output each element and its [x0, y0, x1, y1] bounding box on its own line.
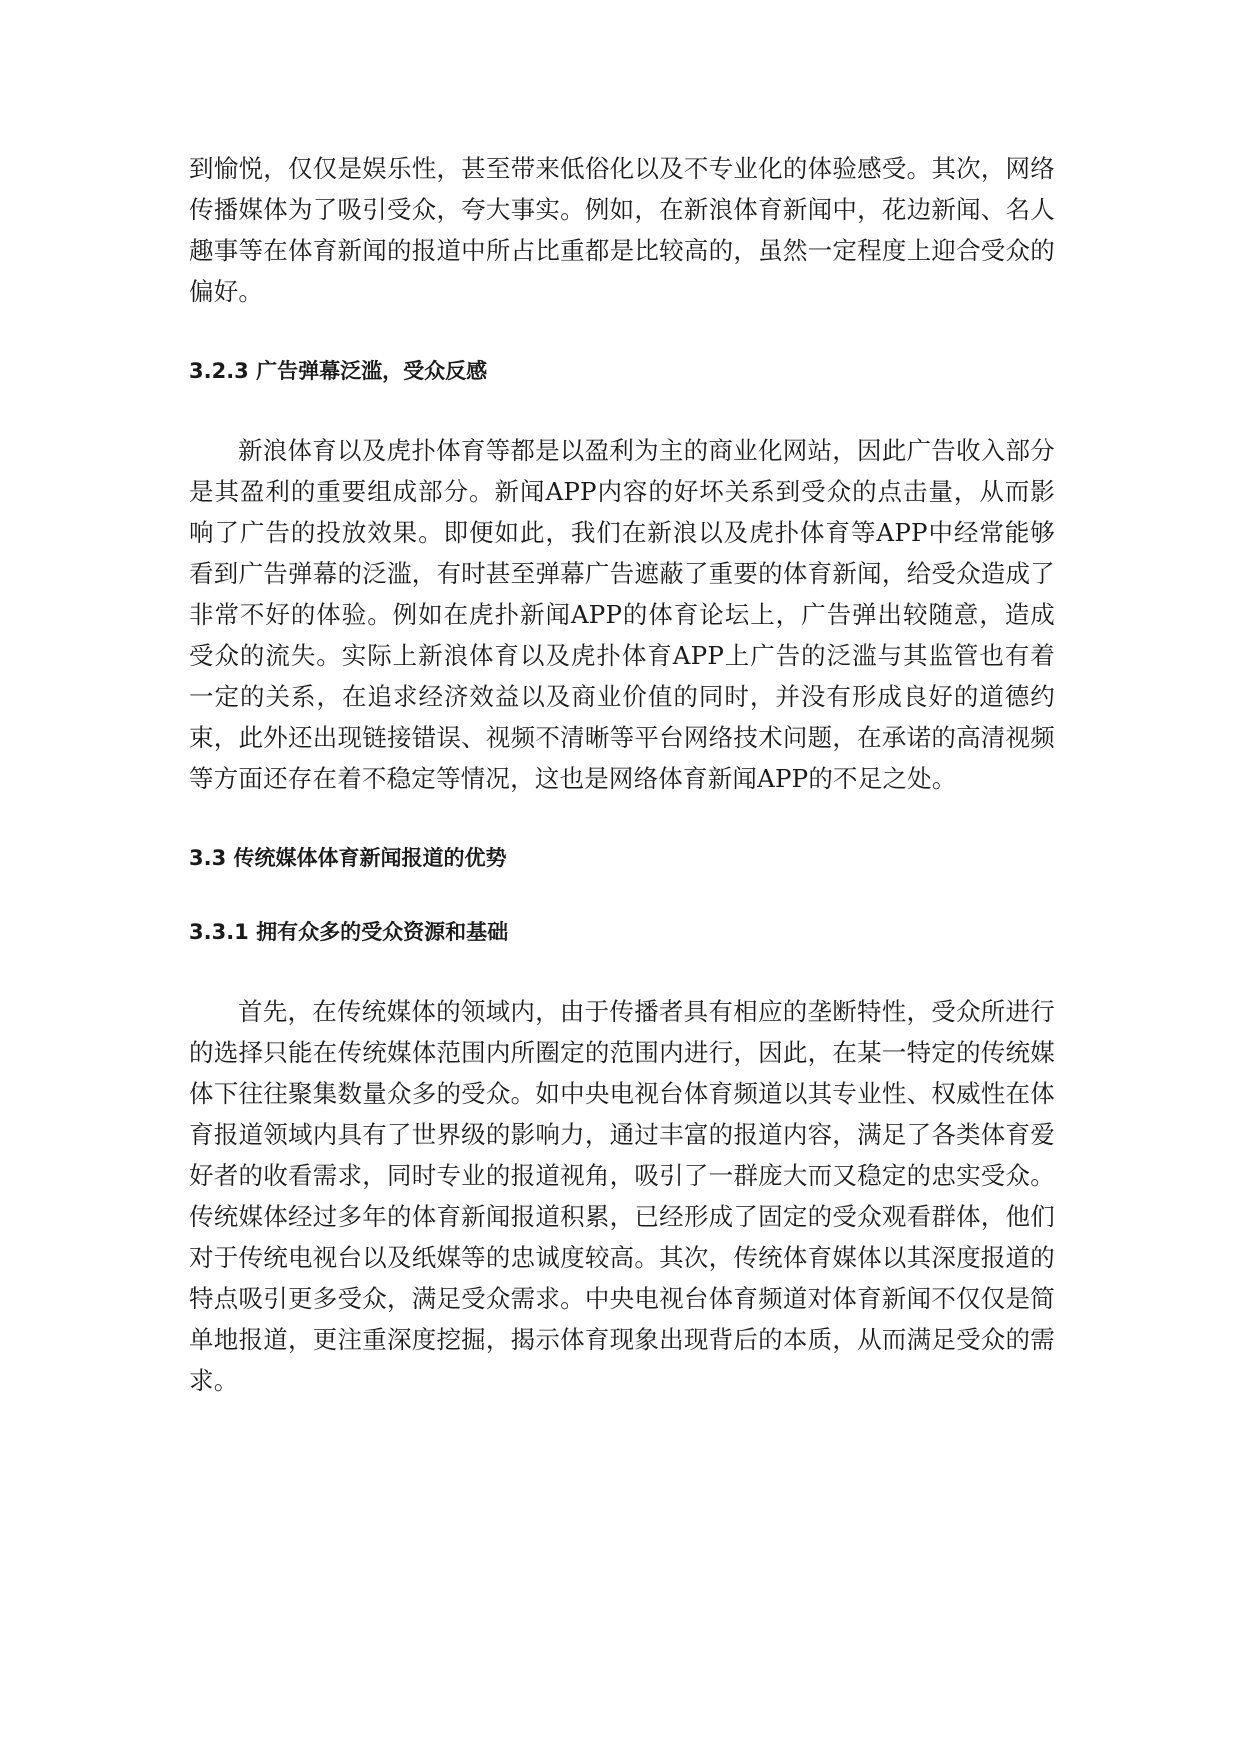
body-paragraph: 到愉悦，仅仅是娱乐性，甚至带来低俗化以及不专业化的体验感受。其次，网络传播媒体为了吸引受众，夸大事实。例如，在新浪体育新闻中，花边新闻、名人趣事等在体育新闻的报道中所占比重都是比较高的，虽然一定程度上迎合受众的偏好。 — [189, 154, 1055, 306]
body-paragraph: 新浪体育以及虎扑体育等都是以盈利为主的商业化网站，因此广告收入部分是其盈利的重要组成部分。新闻APP内容的好坏关系到受众的点击量，从而影响了广告的投放效果。即便如此，我们在新浪以及虎扑体育等APP中经常能够看到广告弹幕的泛滥，有时甚至弹幕广告遮蔽了重要的体育新闻，给受众造成了非常不好的体验。例如在虎扑新闻APP的体育论坛上，广告弹出较随意，造成受众的流失。实际上新浪体育以及虎扑体育APP上广告的泛滥与其监管也有着一定的关系，在追求经济效益以及商业价值的同时，并没有形成良好的道德约束，此外还出现链接错误、视频不清晰等平台网络技术问题，在承诺的高清视频等方面还存在着不稳定等情况，这也是网络体育新闻APP的不足之处。 — [189, 436, 1055, 793]
section-heading-3-3-1: 3.3.1 拥有众多的受众资源和基础 — [189, 920, 509, 944]
section-heading-3-2-3: 3.2.3 广告弹幕泛滥，受众反感 — [189, 359, 488, 383]
page-content — [189, 148, 1055, 1401]
body-paragraph: 首先，在传统媒体的领域内，由于传播者具有相应的垄断特性，受众所进行的选择只能在传统媒体范围内所圈定的范围内进行，因此，在某一特定的传统媒体下往往聚集数量众多的受众。如中央电视台体育频道以其专业性、权威性在体育报道领域内具有了世界级的影响力，通过丰富的报道内容，满足了各类体育爱好者的收看需求，同时专业的报道视角，吸引了一群庞大而又稳定的忠实受众。传统媒体经过多年的体育新闻报道积累，已经形成了固定的受众观看群体，他们对于传统电视台以及纸媒等的忠诚度较高。其次，传统体育媒体以其深度报道的特点吸引更多受众，满足受众需求。中央电视台体育频道对体育新闻不仅仅是简单地报道，更注重深度挖掘，揭示体育现象出现背后的本质，从而满足受众的需求。 — [189, 997, 1055, 1395]
section-heading-3-3: 3.3 传统媒体体育新闻报道的优势 — [189, 846, 507, 870]
